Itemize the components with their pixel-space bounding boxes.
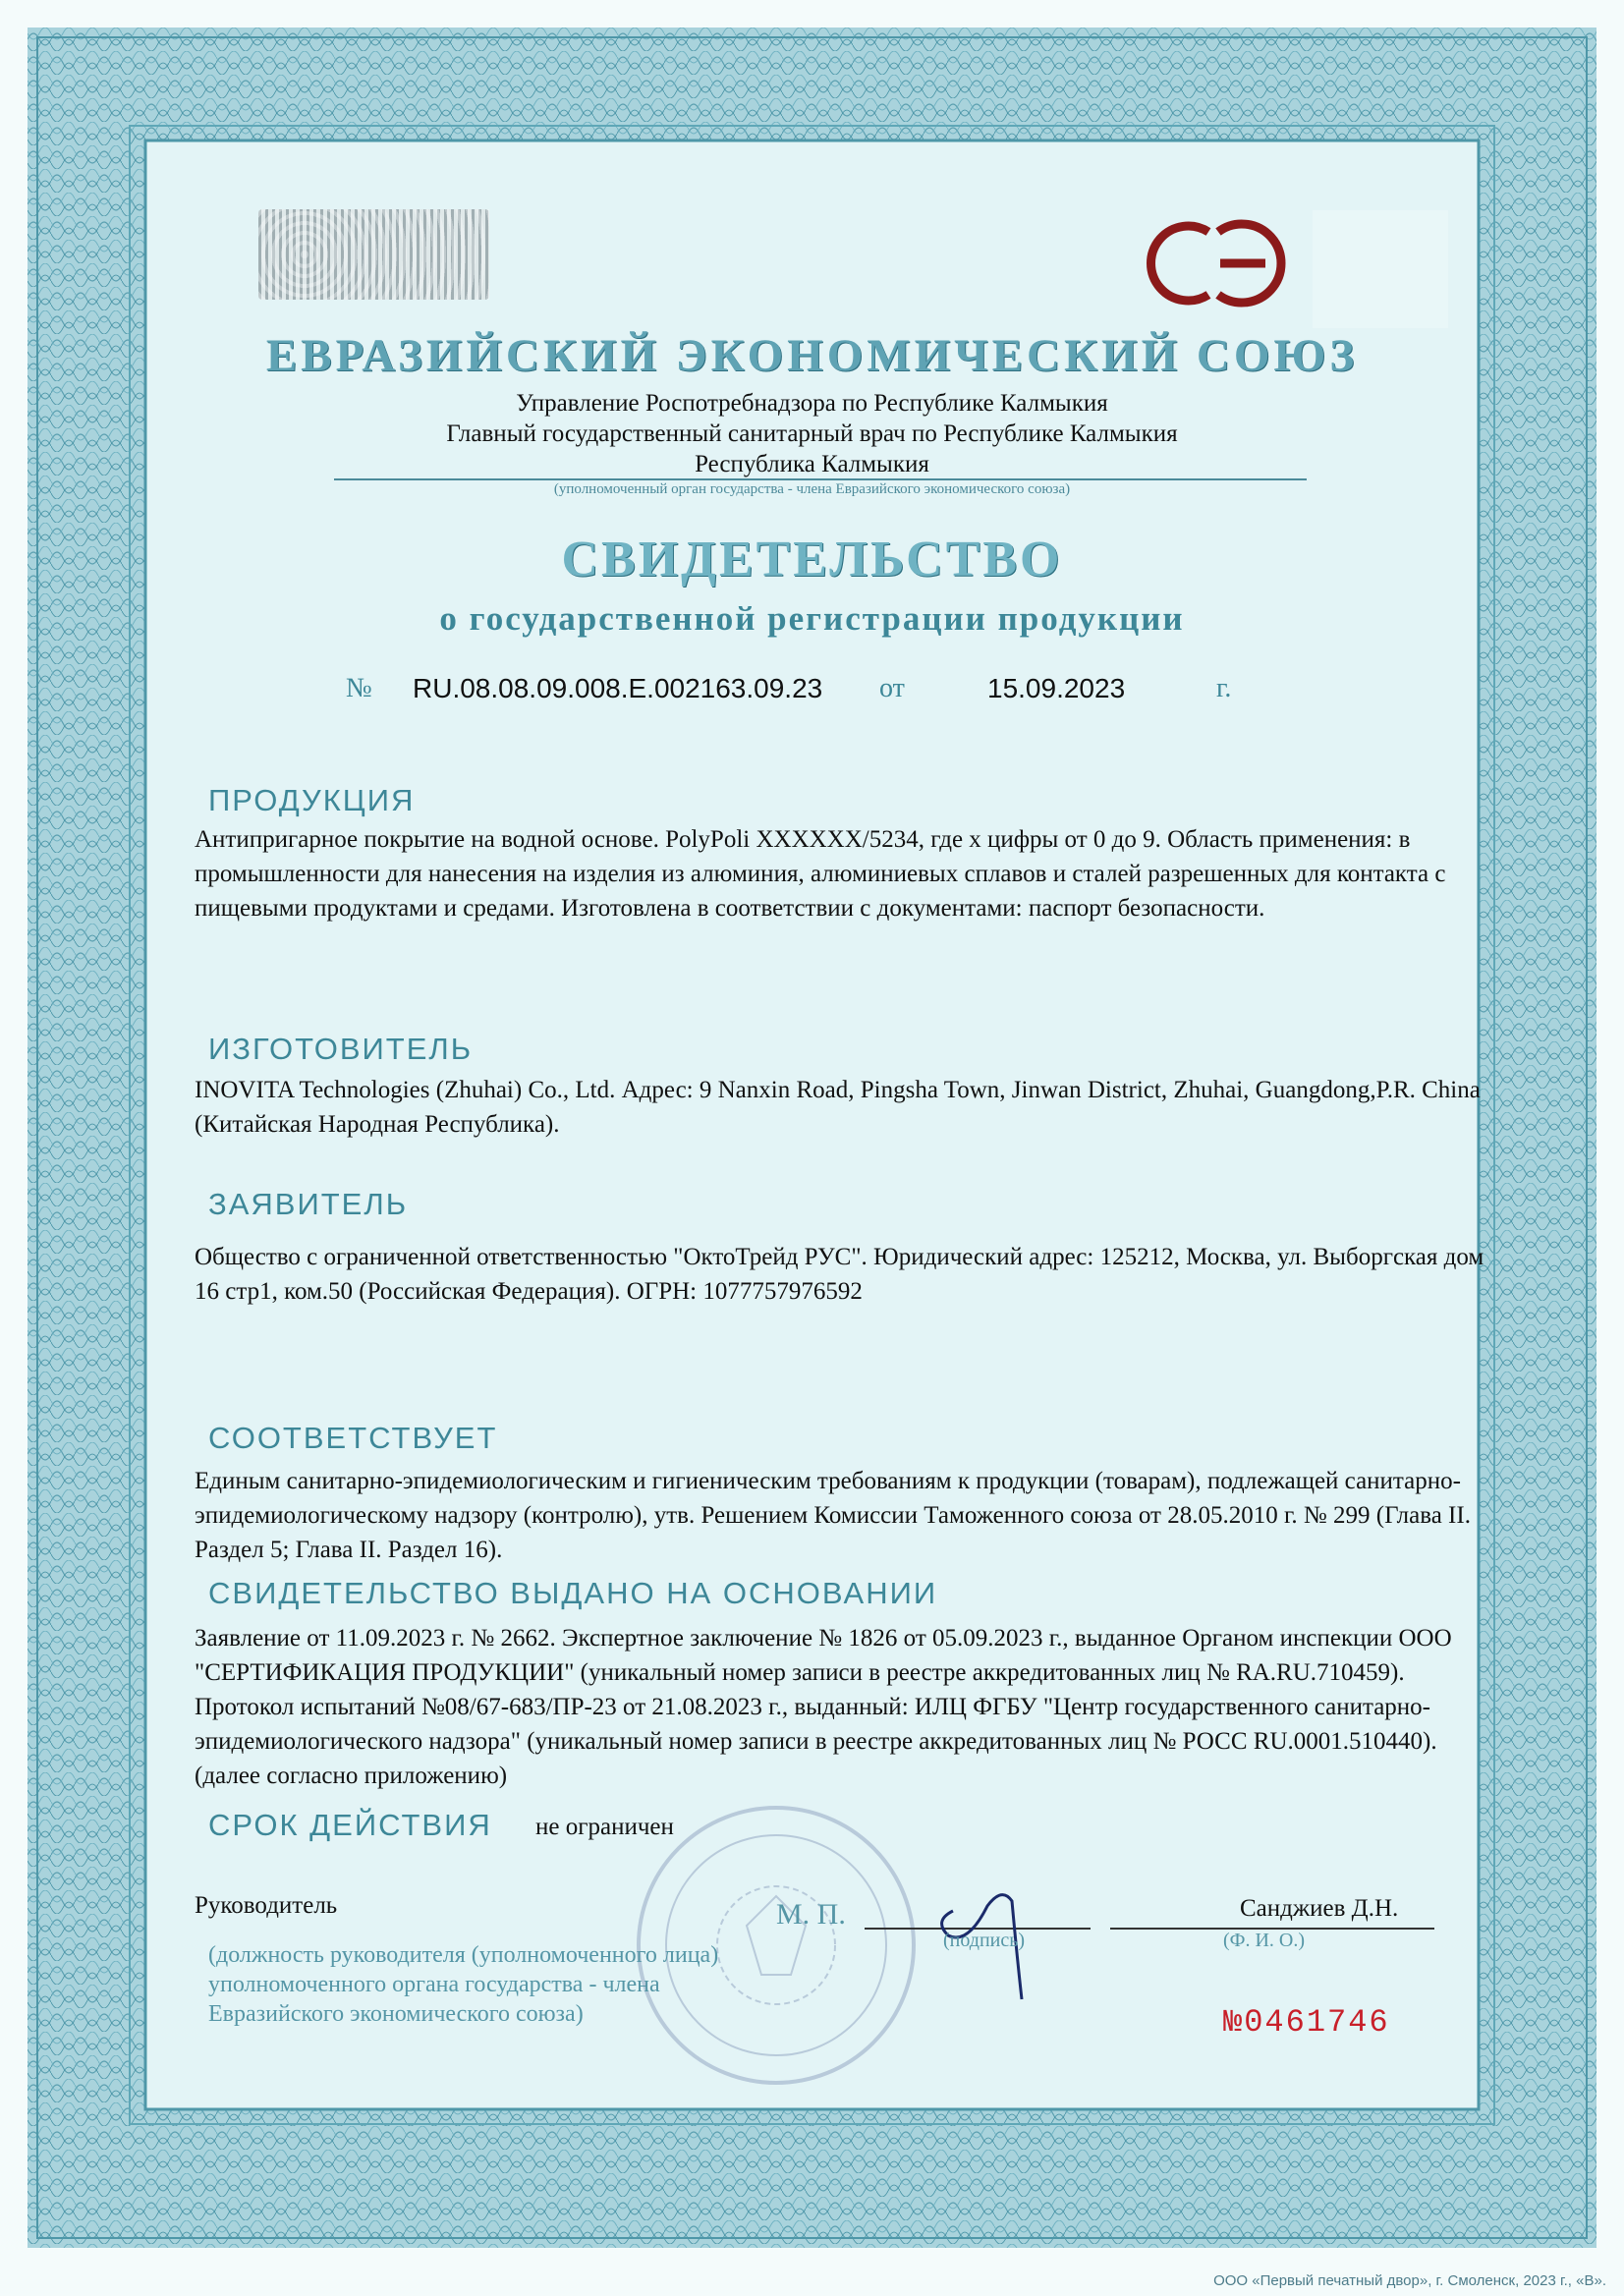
blank-corner-panel xyxy=(1313,210,1448,328)
authority-line-3: Республика Калмыкия xyxy=(695,451,929,477)
product-heading: ПРОДУКЦИЯ xyxy=(208,783,416,817)
se-logo-icon xyxy=(1140,214,1287,312)
serial-number: №0461746 xyxy=(1223,2004,1390,2041)
signatory-name: Санджиев Д.Н. xyxy=(1240,1895,1399,1922)
authority-caption: (уполномоченный орган государства - члена Евразийского экономического союза) xyxy=(553,481,1071,497)
signature-caption: (подпись) xyxy=(943,1930,1026,1951)
certificate-subtitle: о государственной регистрации продукции xyxy=(439,599,1185,638)
product-text: Антипригарное покрытие на водной основе. PolyPoli XXXXXX/5234, где х цифры от 0 до 9. Область применения: в промышленности для нанесения на изделия из алюминия, алюминиевых сплавов и сталей разрешенных для контакта с пищевыми продуктами и средами. Изготовлена в соответствии с документами: паспорт безопасности. xyxy=(195,826,1446,922)
role-caption: (должность руководителя (уполномоченного лица) уполномоченного органа государства - члена Евразийского экономического союза) xyxy=(208,1942,719,2027)
manufacturer-heading: ИЗГОТОВИТЕЛЬ xyxy=(208,1032,474,1066)
year-suffix: г. xyxy=(1216,673,1232,703)
union-title: ЕВРАЗИЙСКИЙ ЭКОНОМИЧЕСКИЙ СОЮЗ xyxy=(265,330,1359,381)
number-sign: № xyxy=(346,673,372,703)
printer-imprint: ООО «Первый печатный двор», г. Смоленск, 2023 г., «В». xyxy=(1213,2272,1606,2289)
conforms-text: Единым санитарно-эпидемиологическим и гигиеническим требованиям к продукции (товарам), подлежащей санитарно-эпидемиологическому надзору (контролю), утв. Решением Комиссии Таможенного союза от 28.05.2010 г. № 299 (Глава II. Раздел 5; Глава II. Раздел 16). xyxy=(195,1468,1471,1563)
certificate-title: СВИДЕТЕЛЬСТВО xyxy=(561,532,1063,588)
authority-underline xyxy=(334,478,1307,480)
certificate-number: RU.08.08.09.008.Е.002163.09.23 xyxy=(413,673,823,703)
validity-value: не ограничен xyxy=(535,1814,674,1840)
certificate-date: 15.09.2023 xyxy=(987,673,1126,703)
manufacturer-text: INOVITA Technologies (Zhuhai) Co., Ltd. Адрес: 9 Nanxin Road, Pingsha Town, Jinwan District, Zhuhai, Guangdong,P.R. China (Китайская Народная Республика). xyxy=(195,1077,1481,1138)
applicant-heading: ЗАЯВИТЕЛЬ xyxy=(208,1187,409,1221)
applicant-text: Общество с ограниченной ответственностью "ОктоТрейд РУС". Юридический адрес: 125212, Москва, ул. Выборгская дом 16 стр1, ком.50 (Российская Федерация). ОГРН: 1077757976592 xyxy=(195,1244,1484,1305)
conforms-heading: СООТВЕТСТВУЕТ xyxy=(208,1421,498,1455)
basis-heading: СВИДЕТЕЛЬСТВО ВЫДАНО НА ОСНОВАНИИ xyxy=(208,1576,938,1610)
hologram-sticker xyxy=(258,209,489,300)
stamp-label: М. П. xyxy=(776,1898,846,1931)
from-label: от xyxy=(879,673,905,703)
basis-text: Заявление от 11.09.2023 г. № 2662. Экспертное заключение № 1826 от 05.09.2023 г., выданное Органом инспекции ООО "СЕРТИФИКАЦИЯ ПРОДУКЦИИ" (уникальный номер записи в реестре аккредитованных лиц № RA.RU.710459). Протокол испытаний №08/67-683/ПР-23 от 21.08.2023 г., выданный: ИЛЦ ФГБУ "Центр государственного санитарно-эпидемиологического надзора" (уникальный номер записи в реестре аккредитованных лиц № РОСС RU.0001.510440). (далее согласно приложению) xyxy=(195,1625,1452,1789)
authority-line-2: Главный государственный санитарный врач по Республике Калмыкия xyxy=(446,420,1178,447)
name-caption: (Ф. И. О.) xyxy=(1223,1930,1306,1951)
role-label: Руководитель xyxy=(195,1892,338,1919)
validity-heading: СРОК ДЕЙСТВИЯ xyxy=(208,1808,492,1842)
authority-line-1: Управление Роспотребнадзора по Республике Калмыкия xyxy=(516,390,1108,417)
